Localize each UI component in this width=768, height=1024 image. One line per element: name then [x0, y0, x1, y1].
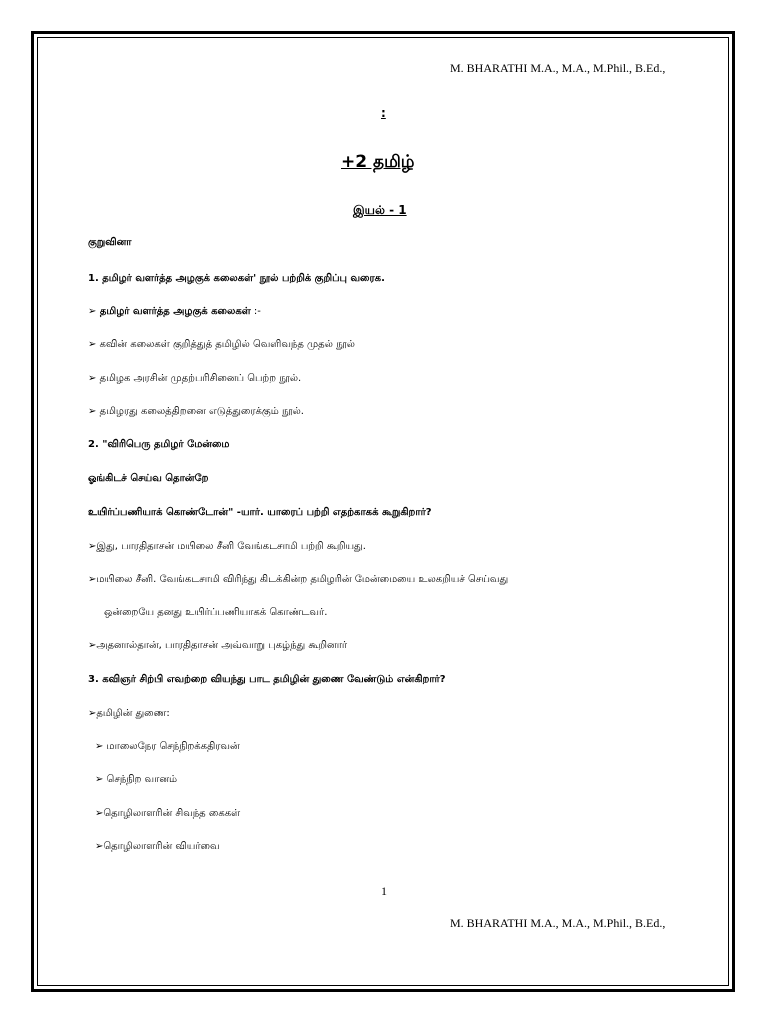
- q1-bullet-head-text: ➢ தமிழர் வளர்த்த அழகுக் கலைகள்: [88, 306, 251, 317]
- chapter-subtitle: இயல் - 1: [353, 203, 407, 217]
- q1-bullet-head-suffix: :-: [250, 306, 261, 317]
- q1-point: ➢ கவின் கலைகள் குறித்துத் தமிழில் வெளிவந்த முதல் நூல்: [88, 339, 355, 350]
- page-title: +2 தமிழ்: [341, 152, 415, 172]
- page-number: 1: [381, 884, 387, 898]
- q1-point: ➢ தமிழக அரசின் முதற்பரிசினைப் பெற்ற நூல்.: [88, 373, 302, 384]
- top-mark: :: [381, 106, 386, 120]
- q3-answer: ➢தொழிலாளரின் வியர்வை: [95, 841, 220, 852]
- q3-answer: ➢ செந்நிற வானம்: [95, 774, 178, 785]
- q1-point: ➢ தமிழரது கலைத்திறனை எடுத்துரைக்கும் நூல்.: [88, 406, 304, 417]
- q2-answer: ➢மயிலை சீனி. வேங்கடசாமி விரிந்து கிடக்கின்ற தமிழரின் மேன்மையை உலகறியச் செய்வது: [88, 574, 509, 585]
- question-2-line: உயிர்ப்பணியாக் கொண்டோன்" -யார். யாரைப் பற்றி எதற்காகக் கூறுகிறார்?: [88, 507, 432, 518]
- q3-answer: ➢ மாலைநேர செந்நிறக்கதிரவன்: [95, 741, 240, 752]
- footer-author: M. BHARATHI M.A., M.A., M.Phil., B.Ed.,: [450, 916, 666, 930]
- question-2-line: 2. "விரிபெரு தமிழர் மேன்மை: [88, 439, 230, 450]
- section-heading: குறுவினா: [88, 237, 132, 248]
- q1-bullet-head: [88, 306, 261, 318]
- q2-answer: ➢அதனால்தான், பாரதிதாசன் அவ்வாறு புகழ்ந்து கூறினார்: [88, 640, 348, 651]
- q3-answer: ➢தொழிலாளரின் சிவந்த கைகள்: [95, 808, 241, 819]
- q2-answer: ஒன்றையே தனது உயிர்ப்பணியாகக் கொண்டவர்.: [104, 607, 328, 618]
- question-1: 1. தமிழர் வளர்த்த அழகுக் கலைகள்' நூல் பற்றிக் குறிப்பு வரைக.: [88, 273, 385, 284]
- question-2-line: ஓங்கிடச் செய்வ தொன்றே: [88, 473, 209, 484]
- header-author: M. BHARATHI M.A., M.A., M.Phil., B.Ed.,: [450, 61, 666, 75]
- question-3: 3. கவிஞர் சிற்பி எவற்றை வியந்து பாட தமிழின் துணை வேண்டும் என்கிறார்?: [88, 674, 446, 685]
- q3-answer: ➢தமிழின் துணை:: [88, 708, 170, 719]
- q2-answer: ➢இது, பாரதிதாசன் மயிலை சீனி வேங்கடசாமி பற்றி கூறியது.: [88, 541, 366, 552]
